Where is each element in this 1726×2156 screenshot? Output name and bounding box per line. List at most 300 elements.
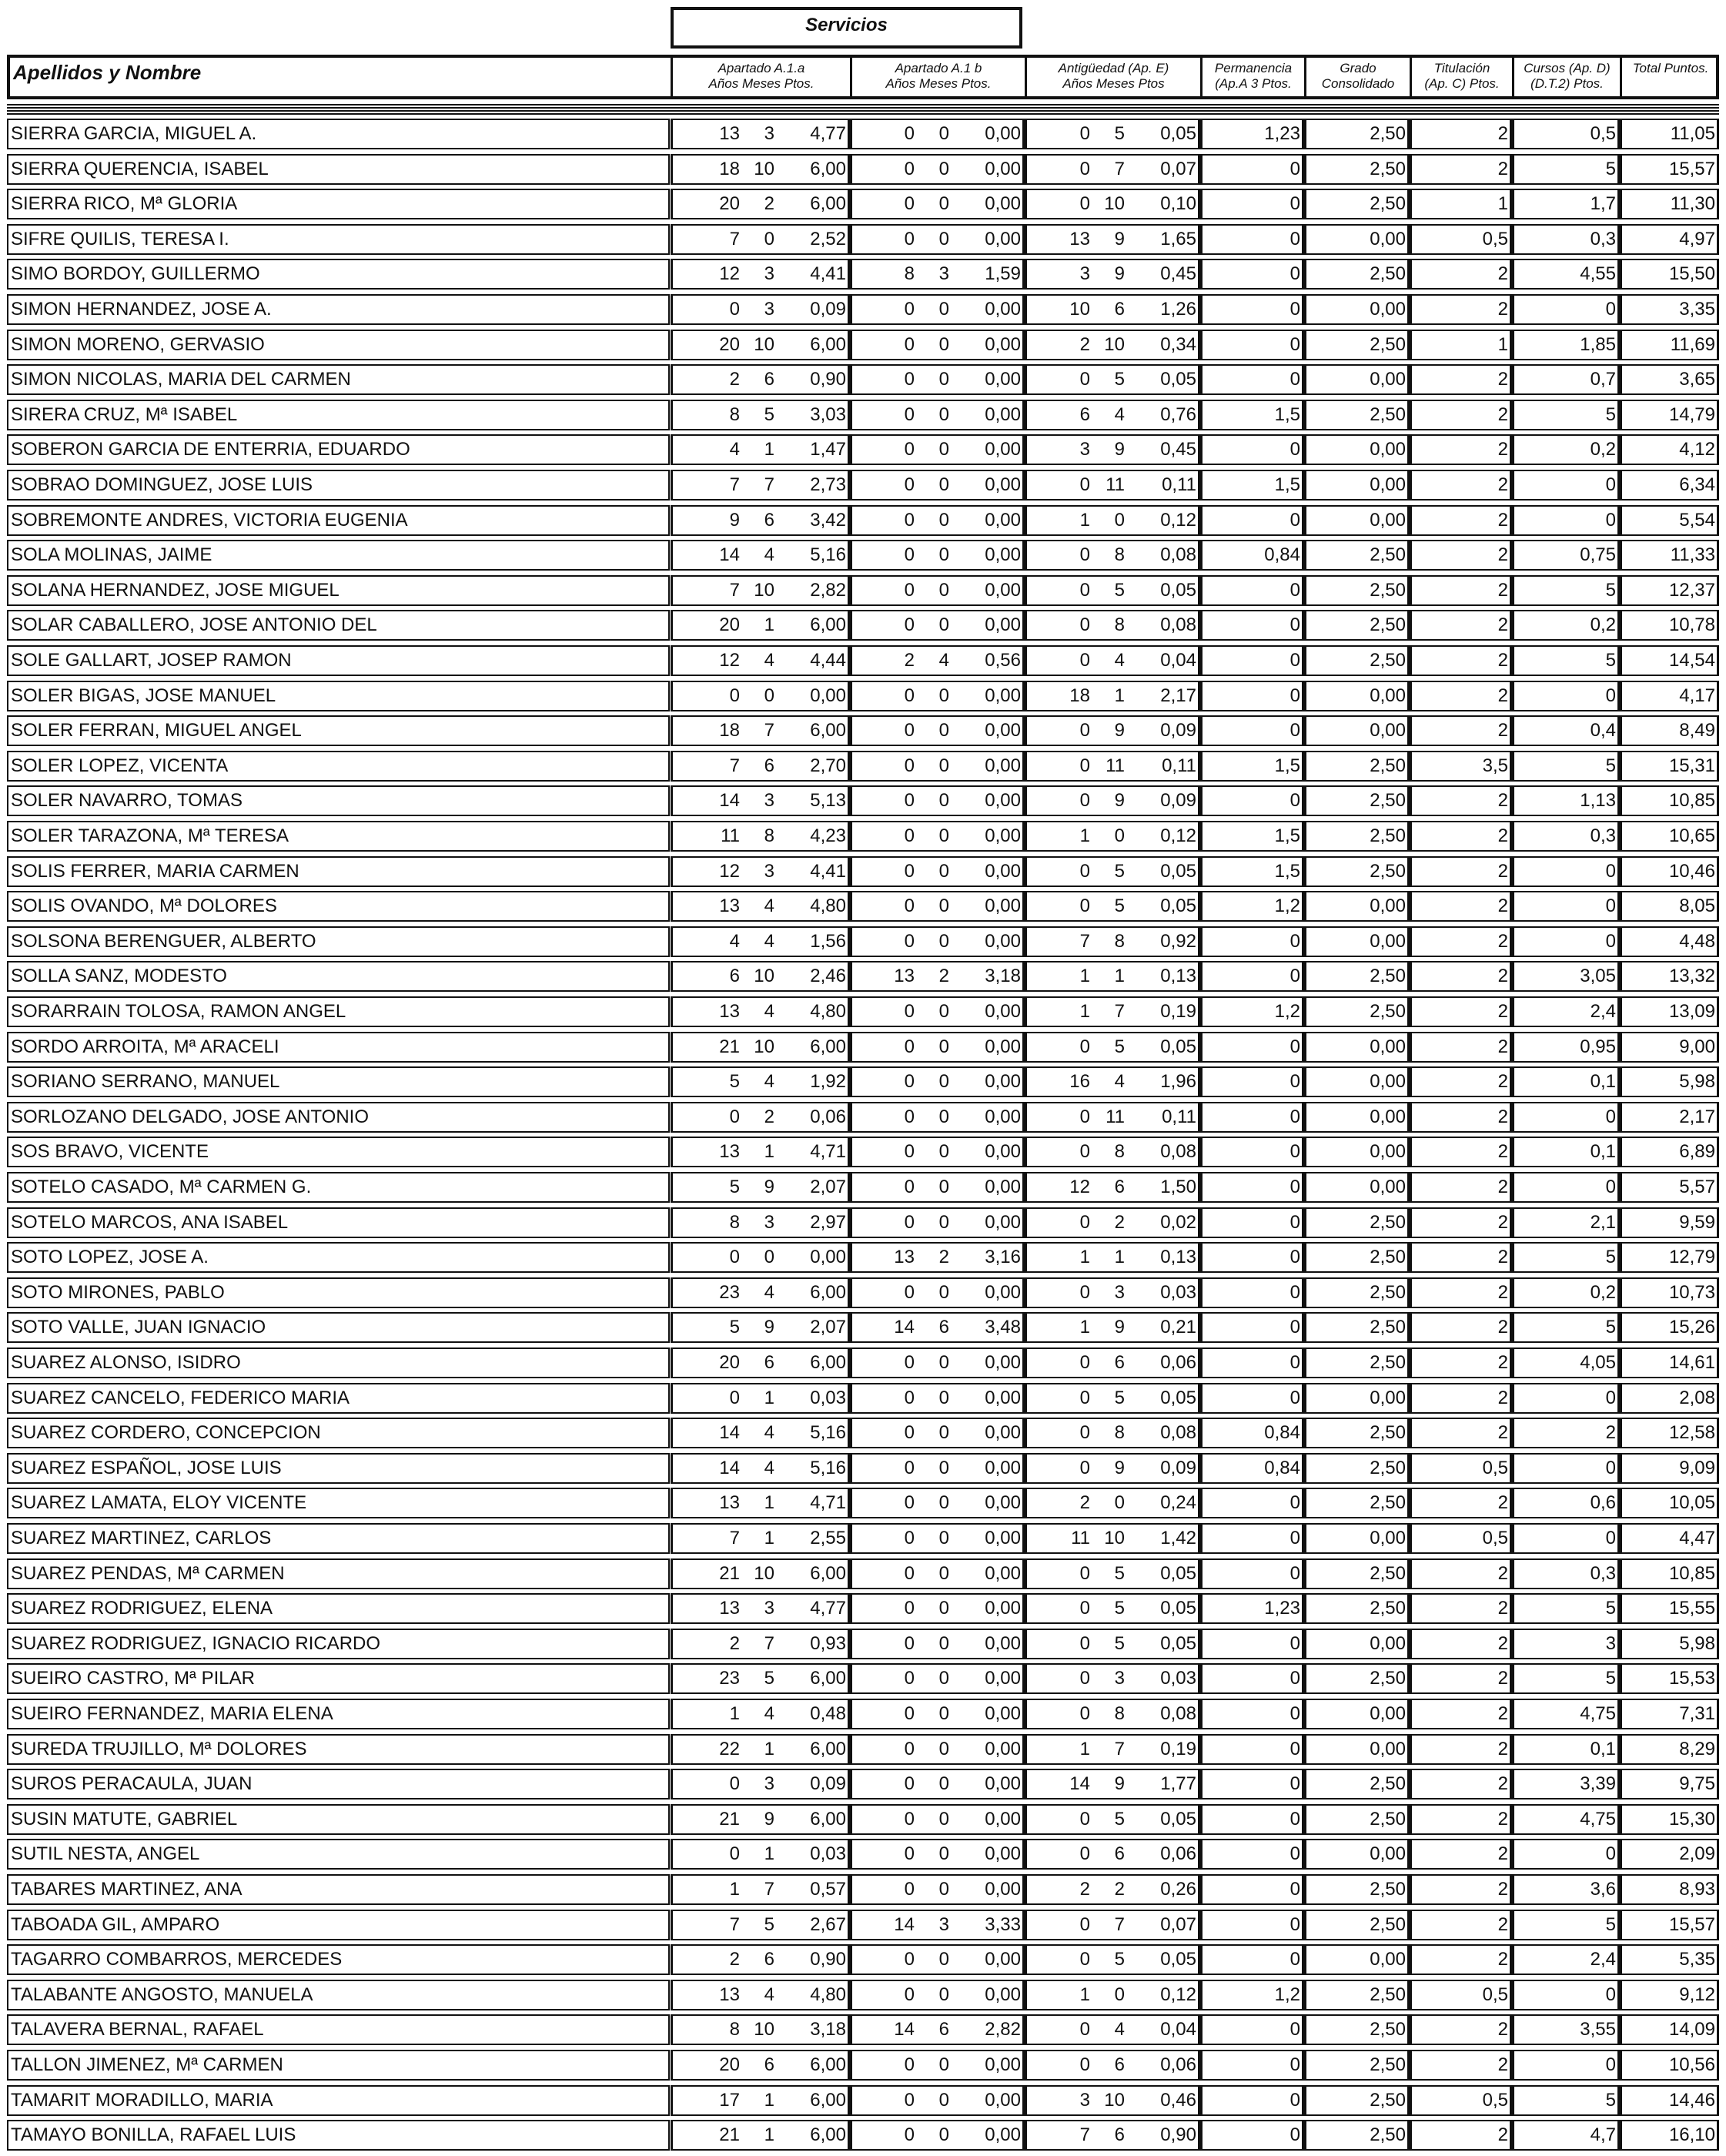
permanencia-value: 0 xyxy=(1289,159,1300,179)
apartado-a1b-cell xyxy=(850,1488,1025,1518)
apartado-a1b-years: 0 xyxy=(904,1422,915,1443)
apartado-a1b-months: 3 xyxy=(938,263,949,284)
total-puntos-value: 3,65 xyxy=(1679,369,1715,390)
antiguedad-years: 0 xyxy=(1079,1422,1090,1443)
cursos-cell xyxy=(1512,1383,1620,1414)
cursos-cell xyxy=(1512,1769,1620,1799)
cursos-cell xyxy=(1512,1593,1620,1624)
apartado-a1b-months: 0 xyxy=(938,2090,949,2111)
titulacion-cell xyxy=(1410,434,1512,465)
permanencia-cell xyxy=(1200,1032,1304,1063)
permanencia-cell xyxy=(1200,1593,1304,1624)
total-puntos-cell xyxy=(1620,1769,1719,1799)
apartado-a1b-years: 0 xyxy=(904,1703,915,1724)
antiguedad-cell xyxy=(1025,505,1200,536)
apartado-a1b-cell xyxy=(850,926,1025,957)
antiguedad-cell xyxy=(1025,1910,1200,1940)
total-puntos-cell xyxy=(1620,2050,1719,2081)
apartado-a1b-years: 0 xyxy=(904,474,915,495)
grado-consolidado-cell xyxy=(1304,189,1410,219)
col-a1b-header-line2: Años Meses Ptos. xyxy=(885,76,992,91)
table-row xyxy=(7,2014,1719,2045)
cursos-value: 0 xyxy=(1605,861,1616,882)
titulacion-value: 2 xyxy=(1497,861,1508,882)
apartado-a1b-years: 0 xyxy=(904,1773,915,1794)
grado-consolidado-value: 0,00 xyxy=(1370,1177,1406,1197)
total-puntos-cell xyxy=(1620,1277,1719,1308)
total-puntos-cell xyxy=(1620,1629,1719,1659)
antiguedad-points: 0,45 xyxy=(1160,439,1196,460)
total-puntos-cell xyxy=(1620,681,1719,711)
apartado-a1b-cell xyxy=(850,119,1025,149)
apartado-a1a-years: 21 xyxy=(719,1809,740,1830)
cursos-cell xyxy=(1512,751,1620,782)
cursos-cell xyxy=(1512,1980,1620,2010)
antiguedad-points: 1,42 xyxy=(1160,1528,1196,1548)
apartado-a1b-cell xyxy=(850,1242,1025,1273)
apartado-a1a-points: 6,00 xyxy=(810,2124,846,2145)
apartado-a1b-months: 0 xyxy=(938,439,949,460)
antiguedad-years: 2 xyxy=(1079,1492,1090,1513)
antiguedad-years: 0 xyxy=(1079,369,1090,390)
apartado-a1b-points: 0,56 xyxy=(985,650,1021,671)
permanencia-value: 0 xyxy=(1289,1492,1300,1513)
apartado-a1a-years: 8 xyxy=(729,1212,740,1233)
titulacion-cell xyxy=(1410,1523,1512,1554)
grado-consolidado-cell xyxy=(1304,1066,1410,1097)
total-puntos-value: 11,69 xyxy=(1670,334,1715,355)
apartado-a1b-years: 13 xyxy=(894,966,915,986)
apartado-a1b-months: 0 xyxy=(938,1843,949,1864)
apartado-a1b-months: 0 xyxy=(938,861,949,882)
apartado-a1a-years: 12 xyxy=(719,861,740,882)
cursos-cell xyxy=(1512,1453,1620,1484)
apartado-a1b-points: 0,00 xyxy=(985,1949,1021,1970)
antiguedad-years: 0 xyxy=(1079,650,1090,671)
cursos-value: 2,4 xyxy=(1590,1001,1616,1022)
antiguedad-points: 0,03 xyxy=(1160,1282,1196,1303)
table-row xyxy=(7,1172,1719,1203)
apartado-a1b-months: 0 xyxy=(938,1422,949,1443)
table-row xyxy=(7,1242,1719,1273)
antiguedad-cell xyxy=(1025,1980,1200,2010)
cursos-value: 5 xyxy=(1605,755,1616,776)
apartado-a1a-cell xyxy=(671,575,850,606)
apartado-a1b-months: 0 xyxy=(938,229,949,249)
cursos-cell xyxy=(1512,1629,1620,1659)
employee-name: SUAREZ CANCELO, FEDERICO MARIA xyxy=(7,1383,670,1414)
cursos-cell xyxy=(1512,470,1620,500)
antiguedad-months: 9 xyxy=(1114,1317,1125,1337)
total-puntos-cell xyxy=(1620,1523,1719,1554)
total-puntos-value: 14,79 xyxy=(1668,404,1715,425)
grado-consolidado-value: 0,00 xyxy=(1370,1703,1406,1724)
grado-consolidado-cell xyxy=(1304,540,1410,571)
antiguedad-points: 0,02 xyxy=(1160,1212,1196,1233)
apartado-a1b-months: 0 xyxy=(938,1458,949,1478)
permanencia-cell xyxy=(1200,1102,1304,1133)
antiguedad-years: 0 xyxy=(1079,1668,1090,1689)
apartado-a1b-years: 0 xyxy=(904,2124,915,2145)
antiguedad-points: 0,06 xyxy=(1160,1843,1196,1864)
grado-consolidado-value: 2,50 xyxy=(1370,614,1406,635)
apartado-a1a-years: 18 xyxy=(719,720,740,741)
apartado-a1a-years: 2 xyxy=(729,1949,740,1970)
apartado-a1a-cell xyxy=(671,540,850,571)
grado-consolidado-value: 0,00 xyxy=(1370,685,1406,706)
permanencia-value: 0 xyxy=(1289,193,1300,214)
apartado-a1a-points: 1,56 xyxy=(810,931,846,952)
cursos-cell xyxy=(1512,259,1620,290)
grado-consolidado-value: 0,00 xyxy=(1370,439,1406,460)
cursos-cell xyxy=(1512,2014,1620,2045)
total-puntos-cell xyxy=(1620,189,1719,219)
antiguedad-years: 0 xyxy=(1079,1843,1090,1864)
cursos-value: 5 xyxy=(1605,580,1616,601)
apartado-a1a-cell xyxy=(671,2085,850,2116)
antiguedad-months: 8 xyxy=(1114,614,1125,635)
titulacion-value: 2 xyxy=(1497,2019,1508,2040)
grado-consolidado-value: 2,50 xyxy=(1370,580,1406,601)
apartado-a1a-months: 4 xyxy=(764,1282,774,1303)
apartado-a1b-months: 0 xyxy=(938,1106,949,1127)
titulacion-value: 2 xyxy=(1497,1879,1508,1900)
cursos-cell xyxy=(1512,505,1620,536)
col-permanencia-header-line1: Permanencia xyxy=(1214,61,1293,75)
grado-consolidado-value: 2,50 xyxy=(1370,2019,1406,2040)
total-puntos-cell xyxy=(1620,1418,1719,1448)
table-row xyxy=(7,1769,1719,1799)
antiguedad-months: 10 xyxy=(1104,334,1125,355)
grado-consolidado-cell xyxy=(1304,996,1410,1027)
apartado-a1b-cell xyxy=(850,364,1025,395)
apartado-a1a-points: 6,00 xyxy=(810,1668,846,1689)
apartado-a1a-years: 13 xyxy=(719,1984,740,2005)
table-row xyxy=(7,364,1719,395)
apartado-a1a-months: 6 xyxy=(764,1352,774,1373)
apartado-a1a-cell xyxy=(671,1910,850,1940)
col-a1a-header-line2: Años Meses Ptos. xyxy=(708,76,814,91)
apartado-a1a-points: 0,03 xyxy=(810,1843,846,1864)
total-puntos-value: 9,12 xyxy=(1679,1984,1715,2005)
antiguedad-points: 0,19 xyxy=(1160,1739,1196,1759)
cursos-cell xyxy=(1512,575,1620,606)
apartado-a1a-months: 1 xyxy=(764,1492,774,1513)
antiguedad-months: 6 xyxy=(1114,1843,1125,1864)
apartado-a1a-cell xyxy=(671,434,850,465)
total-puntos-value: 14,09 xyxy=(1668,2019,1715,2040)
titulacion-value: 2 xyxy=(1497,1739,1508,1759)
grado-consolidado-cell xyxy=(1304,1242,1410,1273)
apartado-a1b-points: 0,00 xyxy=(985,614,1021,635)
permanencia-value: 1,23 xyxy=(1264,123,1300,144)
apartado-a1a-cell xyxy=(671,1769,850,1799)
employee-name: SOTELO MARCOS, ANA ISABEL xyxy=(7,1207,670,1238)
titulacion-value: 2 xyxy=(1497,1809,1508,1830)
antiguedad-cell xyxy=(1025,540,1200,571)
antiguedad-cell xyxy=(1025,1418,1200,1448)
table-row xyxy=(7,1629,1719,1659)
cursos-value: 0 xyxy=(1605,896,1616,916)
employee-name: SIFRE QUILIS, TERESA I. xyxy=(7,224,670,255)
antiguedad-points: 0,08 xyxy=(1160,1141,1196,1162)
apartado-a1b-years: 0 xyxy=(904,1212,915,1233)
antiguedad-months: 8 xyxy=(1114,1703,1125,1724)
titulacion-value: 2 xyxy=(1497,404,1508,425)
total-puntos-value: 11,30 xyxy=(1670,193,1715,214)
antiguedad-years: 0 xyxy=(1079,1809,1090,1830)
titulacion-value: 2 xyxy=(1497,1422,1508,1443)
cursos-value: 0 xyxy=(1605,1528,1616,1548)
apartado-a1b-points: 0,00 xyxy=(985,790,1021,811)
permanencia-value: 0 xyxy=(1289,1739,1300,1759)
apartado-a1b-points: 0,00 xyxy=(985,1422,1021,1443)
grado-consolidado-value: 2,50 xyxy=(1370,1914,1406,1935)
apartado-a1b-years: 0 xyxy=(904,1528,915,1548)
permanencia-value: 0 xyxy=(1289,334,1300,355)
apartado-a1a-years: 12 xyxy=(719,263,740,284)
antiguedad-cell xyxy=(1025,1874,1200,1905)
employee-name: SUAREZ RODRIGUEZ, ELENA xyxy=(7,1593,670,1624)
cursos-cell xyxy=(1512,400,1620,430)
antiguedad-years: 0 xyxy=(1079,544,1090,565)
total-puntos-value: 13,09 xyxy=(1668,1001,1715,1022)
apartado-a1b-months: 0 xyxy=(938,1984,949,2005)
cursos-cell xyxy=(1512,926,1620,957)
permanencia-cell xyxy=(1200,681,1304,711)
antiguedad-months: 5 xyxy=(1114,861,1125,882)
apartado-a1b-years: 0 xyxy=(904,334,915,355)
table-row xyxy=(7,785,1719,816)
titulacion-cell xyxy=(1410,1383,1512,1414)
apartado-a1b-months: 0 xyxy=(938,1001,949,1022)
employee-name: SUROS PERACAULA, JUAN xyxy=(7,1769,670,1799)
apartado-a1a-months: 9 xyxy=(764,1177,774,1197)
employee-name: SOLA MOLINAS, JAIME xyxy=(7,540,670,571)
total-puntos-value: 4,12 xyxy=(1679,439,1715,460)
apartado-a1a-months: 4 xyxy=(764,1422,774,1443)
titulacion-cell xyxy=(1410,1699,1512,1729)
permanencia-cell xyxy=(1200,1734,1304,1765)
titulacion-cell xyxy=(1410,505,1512,536)
cursos-cell xyxy=(1512,1944,1620,1975)
apartado-a1a-points: 1,47 xyxy=(810,439,846,460)
apartado-a1b-cell xyxy=(850,1348,1025,1378)
cursos-cell xyxy=(1512,1910,1620,1940)
cursos-value: 5 xyxy=(1605,2090,1616,2111)
titulacion-cell xyxy=(1410,785,1512,816)
antiguedad-points: 0,12 xyxy=(1160,1984,1196,2005)
permanencia-cell xyxy=(1200,926,1304,957)
total-puntos-cell xyxy=(1620,1944,1719,1975)
total-puntos-cell xyxy=(1620,154,1719,185)
apartado-a1a-months: 3 xyxy=(764,1212,774,1233)
permanencia-value: 0 xyxy=(1289,510,1300,531)
antiguedad-months: 7 xyxy=(1114,1001,1125,1022)
apartado-a1a-years: 0 xyxy=(729,1843,740,1864)
apartado-a1a-months: 9 xyxy=(764,1809,774,1830)
apartado-a1b-points: 0,00 xyxy=(985,123,1021,144)
apartado-a1b-cell xyxy=(850,1102,1025,1133)
antiguedad-months: 7 xyxy=(1114,159,1125,179)
apartado-a1a-years: 0 xyxy=(729,685,740,706)
apartado-a1b-cell xyxy=(850,505,1025,536)
antiguedad-years: 3 xyxy=(1079,439,1090,460)
grado-consolidado-cell xyxy=(1304,1383,1410,1414)
apartado-a1a-years: 21 xyxy=(719,1036,740,1057)
table-row xyxy=(7,1383,1719,1414)
total-puntos-value: 10,85 xyxy=(1668,790,1715,811)
cursos-cell xyxy=(1512,961,1620,992)
cursos-value: 1,13 xyxy=(1580,790,1616,811)
col-grado-header xyxy=(1304,58,1410,96)
apartado-a1a-cell xyxy=(671,891,850,922)
apartado-a1a-years: 0 xyxy=(729,299,740,320)
antiguedad-months: 2 xyxy=(1114,1879,1125,1900)
permanencia-cell xyxy=(1200,540,1304,571)
permanencia-value: 0 xyxy=(1289,1773,1300,1794)
titulacion-value: 2 xyxy=(1497,931,1508,952)
permanencia-cell xyxy=(1200,1558,1304,1589)
employee-name: TAGARRO COMBARROS, MERCEDES xyxy=(7,1944,670,1975)
apartado-a1a-months: 3 xyxy=(764,1598,774,1619)
apartado-a1b-months: 0 xyxy=(938,580,949,601)
grado-consolidado-value: 0,00 xyxy=(1370,1949,1406,1970)
grado-consolidado-cell xyxy=(1304,1629,1410,1659)
total-puntos-value: 5,98 xyxy=(1679,1071,1715,1092)
permanencia-value: 0 xyxy=(1289,1879,1300,1900)
total-puntos-value: 10,78 xyxy=(1668,614,1715,635)
antiguedad-months: 8 xyxy=(1114,544,1125,565)
employee-name: SUTIL NESTA, ANGEL xyxy=(7,1839,670,1870)
titulacion-value: 2 xyxy=(1497,1703,1508,1724)
table-row xyxy=(7,1944,1719,1975)
grado-consolidado-cell xyxy=(1304,1312,1410,1343)
permanencia-cell xyxy=(1200,294,1304,325)
titulacion-cell xyxy=(1410,154,1512,185)
antiguedad-months: 6 xyxy=(1114,1177,1125,1197)
apartado-a1a-months: 7 xyxy=(764,720,774,741)
antiguedad-cell xyxy=(1025,330,1200,360)
table-row xyxy=(7,540,1719,571)
apartado-a1b-years: 14 xyxy=(894,1914,915,1935)
apartado-a1a-cell xyxy=(671,2120,850,2151)
apartado-a1b-months: 0 xyxy=(938,1492,949,1513)
antiguedad-years: 3 xyxy=(1079,263,1090,284)
grado-consolidado-value: 2,50 xyxy=(1370,1352,1406,1373)
col-cursos-header xyxy=(1512,58,1620,96)
apartado-a1b-cell xyxy=(850,821,1025,852)
grado-consolidado-value: 0,00 xyxy=(1370,1036,1406,1057)
antiguedad-years: 0 xyxy=(1079,1633,1090,1654)
permanencia-cell xyxy=(1200,119,1304,149)
apartado-a1a-points: 2,73 xyxy=(810,474,846,495)
permanencia-cell xyxy=(1200,434,1304,465)
titulacion-value: 2 xyxy=(1497,1492,1508,1513)
antiguedad-years: 0 xyxy=(1079,614,1090,635)
apartado-a1b-months: 0 xyxy=(938,544,949,565)
titulacion-cell xyxy=(1410,610,1512,641)
antiguedad-years: 16 xyxy=(1069,1071,1090,1092)
permanencia-value: 1,2 xyxy=(1274,896,1300,916)
apartado-a1a-cell xyxy=(671,1032,850,1063)
apartado-a1b-points: 0,00 xyxy=(985,1106,1021,1127)
total-puntos-cell xyxy=(1620,2085,1719,2116)
total-puntos-value: 12,58 xyxy=(1668,1422,1715,1443)
titulacion-value: 0,5 xyxy=(1482,229,1508,249)
cursos-value: 0 xyxy=(1605,1177,1616,1197)
antiguedad-points: 0,24 xyxy=(1160,1492,1196,1513)
apartado-a1b-months: 0 xyxy=(938,1528,949,1548)
antiguedad-years: 0 xyxy=(1079,1598,1090,1619)
permanencia-cell xyxy=(1200,1453,1304,1484)
total-puntos-value: 2,17 xyxy=(1679,1106,1715,1127)
titulacion-cell xyxy=(1410,259,1512,290)
permanencia-value: 0 xyxy=(1289,1563,1300,1584)
employee-name: TABARES MARTINEZ, ANA xyxy=(7,1874,670,1905)
apartado-a1a-months: 6 xyxy=(764,369,774,390)
total-puntos-value: 5,57 xyxy=(1679,1177,1715,1197)
apartado-a1b-points: 0,00 xyxy=(985,1177,1021,1197)
antiguedad-months: 10 xyxy=(1104,1528,1125,1548)
employee-name: SUAREZ PENDAS, Mª CARMEN xyxy=(7,1558,670,1589)
apartado-a1b-cell xyxy=(850,2120,1025,2151)
table-row xyxy=(7,189,1719,219)
antiguedad-cell xyxy=(1025,926,1200,957)
titulacion-value: 2 xyxy=(1497,1388,1508,1408)
apartado-a1a-cell xyxy=(671,119,850,149)
col-titulacion-header xyxy=(1410,58,1512,96)
apartado-a1b-cell xyxy=(850,1172,1025,1203)
grado-consolidado-value: 0,00 xyxy=(1370,1739,1406,1759)
header-separator xyxy=(7,104,1719,115)
antiguedad-cell xyxy=(1025,1734,1200,1765)
apartado-a1a-years: 4 xyxy=(729,931,740,952)
table-row xyxy=(7,505,1719,536)
cursos-cell xyxy=(1512,294,1620,325)
cursos-cell xyxy=(1512,1102,1620,1133)
apartado-a1a-months: 10 xyxy=(754,580,774,601)
grado-consolidado-cell xyxy=(1304,224,1410,255)
apartado-a1b-months: 0 xyxy=(938,1071,949,1092)
titulacion-value: 2 xyxy=(1497,299,1508,320)
cursos-value: 3,39 xyxy=(1580,1773,1616,1794)
antiguedad-months: 0 xyxy=(1114,1492,1125,1513)
grado-consolidado-value: 2,50 xyxy=(1370,404,1406,425)
permanencia-cell xyxy=(1200,1418,1304,1448)
apartado-a1a-years: 5 xyxy=(729,1317,740,1337)
grado-consolidado-value: 0,00 xyxy=(1370,1141,1406,1162)
cursos-value: 0,75 xyxy=(1580,544,1616,565)
apartado-a1b-years: 14 xyxy=(894,2019,915,2040)
grado-consolidado-cell xyxy=(1304,1839,1410,1870)
cursos-cell xyxy=(1512,1488,1620,1518)
apartado-a1b-points: 3,33 xyxy=(985,1914,1021,1935)
permanencia-cell xyxy=(1200,996,1304,1027)
apartado-a1b-months: 0 xyxy=(938,1809,949,1830)
antiguedad-years: 1 xyxy=(1079,1247,1090,1267)
titulacion-cell xyxy=(1410,470,1512,500)
apartado-a1b-months: 0 xyxy=(938,1633,949,1654)
antiguedad-months: 0 xyxy=(1114,825,1125,846)
apartado-a1a-cell xyxy=(671,926,850,957)
antiguedad-points: 1,96 xyxy=(1160,1071,1196,1092)
antiguedad-months: 10 xyxy=(1104,193,1125,214)
apartado-a1a-months: 1 xyxy=(764,1739,774,1759)
total-puntos-cell xyxy=(1620,785,1719,816)
permanencia-cell xyxy=(1200,891,1304,922)
titulacion-cell xyxy=(1410,1032,1512,1063)
